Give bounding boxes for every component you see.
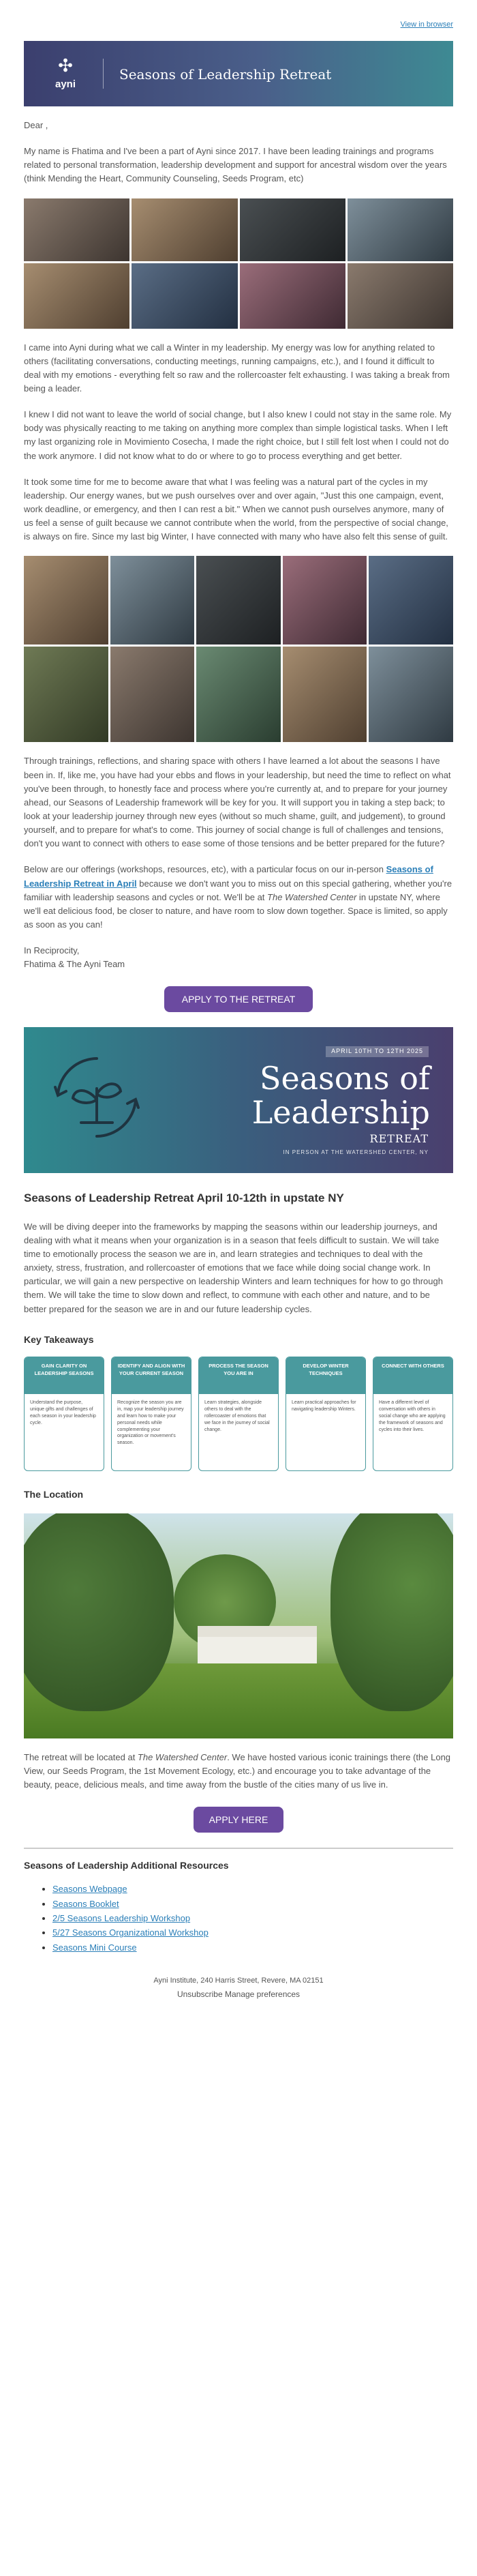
resource-link-organizational-workshop[interactable]: 5/27 Seasons Organizational Workshop — [52, 1927, 209, 1938]
takeaway-card — [286, 1357, 366, 1471]
location-heading: The Location — [24, 1489, 84, 1500]
resource-link-seasons-booklet[interactable]: Seasons Booklet — [52, 1898, 119, 1909]
list-item — [52, 1925, 453, 1940]
hero-title-line-2: Leadership — [251, 1094, 430, 1131]
sprout-cycle-icon — [39, 1046, 155, 1149]
retreat-heading: Seasons of Leadership Retreat April 10-12th in upstate NY — [24, 1191, 344, 1205]
location-venue: The Watershed Center — [137, 1752, 228, 1763]
takeaway-cards — [24, 1357, 453, 1471]
signoff-line-2: Fhatima & The Ayni Team — [24, 959, 125, 970]
location-text: The retreat will be located at — [24, 1752, 138, 1763]
list-item — [52, 1882, 453, 1896]
takeaway-card-title: GAIN CLARITY ON LEADERSHIP SEASONS — [25, 1357, 104, 1394]
resources-heading: Seasons of Leadership Additional Resources — [24, 1860, 229, 1871]
photo-tree — [330, 1513, 453, 1711]
retreat-date-badge: APRIL 10TH TO 12TH 2025 — [326, 1046, 429, 1057]
ayni-logo — [47, 56, 84, 92]
p6-venue: The Watershed Center — [267, 891, 357, 902]
collage-photo — [24, 263, 129, 329]
resource-link-leadership-workshop[interactable]: 2/5 Seasons Leadership Workshop — [52, 1913, 191, 1924]
collage-photo — [369, 647, 453, 742]
collage-photo — [283, 647, 367, 742]
collage-photo — [132, 198, 237, 261]
letter-paragraph-4: It took some time for me to become aware that what I was feeling was a natural part of the cycles in my leadership. Our energy wanes, but we push ourselves over and over again, "Just this one campaign, event, work deadline, or emergency, and then I can rest a bit." When we cannot push ourselves anymore, many of us feel a sense of guilt because we cannot contribute when the world, from the perspective of social change, is always on fire. Since my last big Winter, I have connected with many who have also felt this sense of guilt. — [24, 476, 448, 542]
list-item — [52, 1911, 453, 1925]
hero-subtitle: RETREAT — [369, 1132, 429, 1146]
footer-address: Ayni Institute, 240 Harris Street, Revere, MA 02151 — [153, 1977, 324, 1985]
logo-name: ayni — [55, 78, 76, 90]
letter-paragraph-3: I knew I did not want to leave the world of social change, but I also knew I could not stay in the same role. My body was physically reacting to me taking on anything more complex than simple logistical tasks. When I left my last organizing role in Movimiento Cosecha, I made the right choice, but I still felt lost when I could not do the work anymore. I did not know what to do or where to go to process everything and get better. — [24, 409, 452, 461]
collage-photo — [283, 556, 367, 645]
resources-list — [52, 1882, 453, 1955]
p6-text: Below are our offerings (workshops, resources, etc), with a particular focus on our in-person — [24, 864, 386, 875]
takeaway-card — [24, 1357, 104, 1471]
collage-photo — [110, 556, 195, 645]
collage-photo — [369, 556, 453, 645]
email-footer — [24, 1975, 453, 2001]
apply-to-retreat-button[interactable]: APPLY TO THE RETREAT — [164, 986, 313, 1012]
collage-photo — [24, 647, 108, 742]
banner-title: Seasons of Leadership Retreat — [119, 66, 332, 83]
retreat-description: We will be diving deeper into the frameworks by mapping the seasons within our leadership journeys, and dealing with what it means when your organization is in a season that feels difficult to sustain. We will take time to emotionally process the season we are in, and learn strategies and techniques to deal with the anxiety, stress, frustration, and rollercoaster of emotions that we face while doing social change work. In particular, we will gain a new perspective on leadership Winters and learn techniques for how to go through them. We will take the time to slow down and reflect, to commune with each other and nature, and to be better prepared for the season we are in and our future leadership cycles. — [24, 1221, 443, 1314]
p6-text: because we don't want you to miss out on this special gathering, whether you're familiar with leadership seasons and cycles or not. We'll be at — [24, 878, 452, 902]
hero-title-line-1: Seasons of — [259, 1060, 430, 1097]
hero-title — [252, 1061, 430, 1129]
header-banner — [24, 41, 453, 106]
signoff — [24, 944, 453, 971]
photo-collage-1 — [24, 198, 453, 329]
location-description — [24, 1751, 453, 1792]
takeaway-card-title: PROCESS THE SEASON YOU ARE IN — [199, 1357, 278, 1394]
view-in-browser-link[interactable]: View in browser — [400, 20, 453, 29]
watershed-center-photo — [24, 1513, 453, 1738]
photo-collage-2 — [24, 556, 453, 742]
collage-photo — [348, 263, 453, 329]
retreat-hero-banner — [24, 1027, 453, 1173]
key-takeaways-heading: Key Takeaways — [24, 1333, 94, 1345]
collage-photo — [348, 198, 453, 261]
apply-here-button[interactable]: APPLY HERE — [194, 1807, 283, 1833]
photo-house — [198, 1626, 317, 1663]
top-bar — [24, 0, 453, 41]
letter-paragraph-1: My name is Fhatima and I've been a part of Ayni since 2017. I have been leading trainings and programs related to personal transformation, leadership development and support for ancestral wisdom over the years (think Mending the Heart, Community Counseling, Seeds Program, etc) — [24, 146, 447, 184]
letter-paragraph-2: I came into Ayni during what we call a Winter in my leadership. My energy was low for anything related to others (facilitating conversations, conducting meetings, running campaigns, etc.), and I found it difficult to deal with my emotions - everything felt so raw and the rollercoaster felt exhausting. I was taking a break from being a leader. — [24, 342, 450, 394]
takeaway-card-body: Learn practical approaches for navigating leadership Winters. — [292, 1400, 356, 1412]
greeting: Dear , — [24, 120, 48, 130]
collage-photo — [24, 556, 108, 645]
collage-photo — [240, 198, 345, 261]
takeaway-card-body: Understand the purpose, unique gifts and challenges of each season in your leadership cycle. — [30, 1400, 96, 1425]
collage-photo — [196, 647, 281, 742]
takeaway-card — [198, 1357, 279, 1471]
email-body — [24, 0, 453, 2001]
takeaway-card — [373, 1357, 453, 1471]
takeaway-card-body: Recognize the season you are in, map your leadership journey and learn how to make your personal needs while complementing your organization or movement's season. — [117, 1400, 184, 1446]
section-divider — [24, 1848, 453, 1849]
hero-location: IN PERSON AT THE WATERSHED CENTER, NY — [283, 1149, 429, 1156]
takeaway-card-body: Have a different level of conversation with others in social change who are applying the framework of seasons and cycles into their lives. — [379, 1400, 446, 1432]
footer-links — [24, 1988, 453, 2001]
signoff-line-1: In Reciprocity, — [24, 945, 80, 956]
collage-photo — [240, 263, 345, 329]
ayni-logo-icon: ✣ — [58, 55, 73, 76]
location-text: . We have hosted various iconic trainings there (the Long View, our Seeds Program, the 1st Movement Ecology, etc.) and encourage you to take advantage of the beauty, peace, delicious meals, and time away from the bustle of the cities many of us live in. — [24, 1752, 451, 1790]
takeaway-card-title: IDENTIFY AND ALIGN WITH YOUR CURRENT SEASON — [112, 1357, 191, 1394]
collage-photo — [110, 647, 195, 742]
resource-link-mini-course[interactable]: Seasons Mini Course — [52, 1942, 137, 1953]
retreat-april-link[interactable]: Seasons of Leadership Retreat in April — [24, 864, 433, 889]
list-item — [52, 1940, 453, 1955]
collage-photo — [24, 198, 129, 261]
takeaway-card-title: CONNECT WITH OTHERS — [373, 1357, 452, 1394]
resource-link-seasons-webpage[interactable]: Seasons Webpage — [52, 1884, 127, 1895]
manage-preferences-link[interactable]: Manage preferences — [224, 1989, 301, 2000]
p6-text: in upstate NY, where we'll eat delicious food, be closer to nature, and have room to slow down together. Space is limited, so apply as soon as you can! — [24, 891, 448, 930]
unsubscribe-link[interactable]: Unsubscribe — [176, 1989, 223, 2000]
letter-paragraph-5: Through trainings, reflections, and sharing space with others I have learned a lot about the seasons I have been in. If, like me, you have had your ebbs and flows in your leadership, but need the time to reflect on what you've been through, to honestly face and process where you're currently at, and to prepare for your journey ahead, our Seasons of Leadership framework will be key for you. It will support you in taking a step back; to look at your leadership journey through new eyes (without so much shame, guilt, and judgement), to ground yourself, and to prepare for what's to come. This journey of social change is full of challenges and tensions, don't you want to connect with others to ease some of those tensions and be better prepared for the future? — [24, 756, 451, 849]
banner-divider — [103, 59, 104, 89]
takeaway-card-body: Learn strategies, alongside others to deal with the rollercoaster of emotions that we face in the journey of social change. — [204, 1400, 270, 1432]
takeaway-card — [111, 1357, 191, 1471]
photo-tree — [24, 1513, 174, 1711]
letter-paragraph-6 — [24, 863, 453, 932]
list-item — [52, 1897, 453, 1911]
collage-photo — [196, 556, 281, 645]
takeaway-card-title: DEVELOP WINTER TECHNIQUES — [286, 1357, 365, 1394]
collage-photo — [132, 263, 237, 329]
